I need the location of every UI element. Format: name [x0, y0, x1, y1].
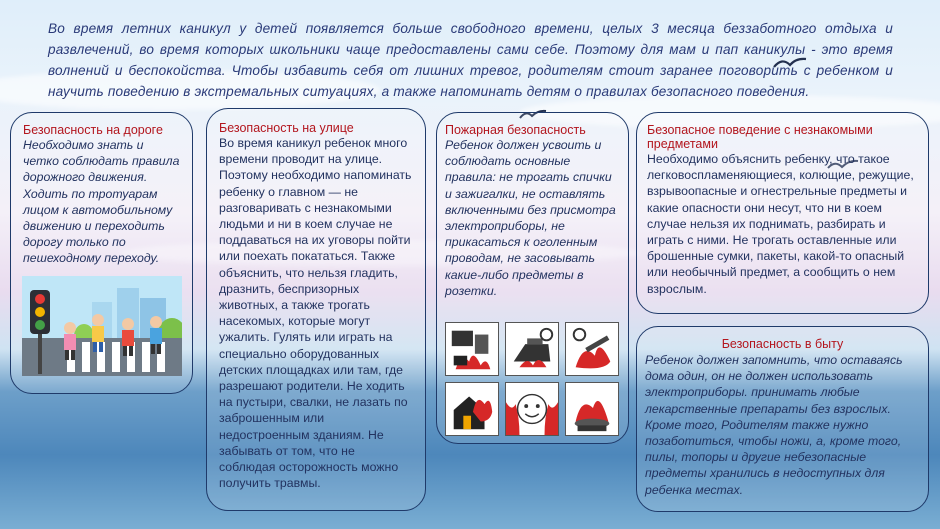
card-text: Необходимо объяснить ребенку, что такое легковоспламеняющиеся, колющие, режущие, взрывоопасные и огнестрельные предметы и какие опасности они несут, что ни в коем случае нельзя их поднимать, разбирать и играть с ними. Не трогать оставленные или брошенные сумки, пакеты, какой-то опасный или необычный предмет, а сообщить о нем взрослым.	[647, 152, 914, 296]
fire-hazard-icons	[445, 322, 621, 438]
iron-fire-icon	[505, 322, 559, 376]
intro-paragraph: Во время летних каникул у детей появляется больше свободного времени, целых 3 месяца беззаботного отдыха и развлечений, во время которых школьники чаще предоставлены сами себе. Поэтому для мам и пап каникулы - это время волнений и беспокойства. Чтобы избавить себя от лишних тревог, родителям стоит заранее поговорить с ребенком и научить поведению в экстремальных ситуациях, а также напоминать детям о правилах безопасного поведения.	[48, 21, 893, 99]
card-street-safety	[206, 108, 426, 511]
card-home-safety	[636, 326, 929, 512]
card-title: Безопасность на улице	[219, 121, 354, 135]
house-fire-icon	[445, 382, 499, 436]
card-text: Ребенок должен запомнить, что оставаясь дома один, он не должен использовать электроприборы. принимать любые лекарственные препараты без взрослых. Кроме того, Родителям также нужно позаботиться, чтобы ножи, а, кроме того, пилы, топоры и другие небезопасные предметы хранились в недоступных для ребенка местах.	[645, 353, 903, 497]
card-text: Необходимо знать и четко соблюдать правила дорожного движения. Ходить по тротуарам лицом к автомобильному движению и переходить дорогу только по пешеходному переходу.	[23, 138, 180, 266]
card-title: Безопасное поведение с незнакомыми предметами	[647, 123, 873, 151]
card-title: Безопасность на дороге	[23, 123, 163, 137]
card-unknown-objects-safety	[636, 112, 929, 314]
card-text: Во время каникул ребенок много времени проводит на улице. Поэтому необходимо напоминать ребенку о главном — не разговаривать с незнакомыми людьми и ни в коем случае не поддаваться на их уговоры пойти или поехать покататься. Также объяснить, что нельзя гладить, дразнить, беспризорных животных, а также трогать насекомых, которые могут ужалить. Гулять или играть на специально оборудованных детских площадках или там, где разрешают родители. Не ходить на пустыри, свалки, не лазать по заброшенным или недостроенным зданиям. Не забывать от том, что не соблюдая осторожность можно получить травмы.	[219, 136, 412, 491]
bird-icon	[772, 55, 808, 71]
crosswalk-illustration	[22, 276, 182, 376]
card-text: Ребенок должен усвоить и соблюдать основные правила: не трогать спички и зажигалки, не оставлять включенными без присмотра электроприборы, не прикасаться к оголенным проводам, не засовывать какие-либо предметы в розетки.	[445, 138, 616, 298]
gas-stove-fire-icon	[565, 382, 619, 436]
appliances-fire-icon	[445, 322, 499, 376]
child-face-fire-icon	[505, 382, 559, 436]
card-title: Безопасность в быту	[721, 337, 844, 351]
card-title: Пожарная безопасность	[445, 123, 586, 137]
cigarette-fire-icon	[565, 322, 619, 376]
